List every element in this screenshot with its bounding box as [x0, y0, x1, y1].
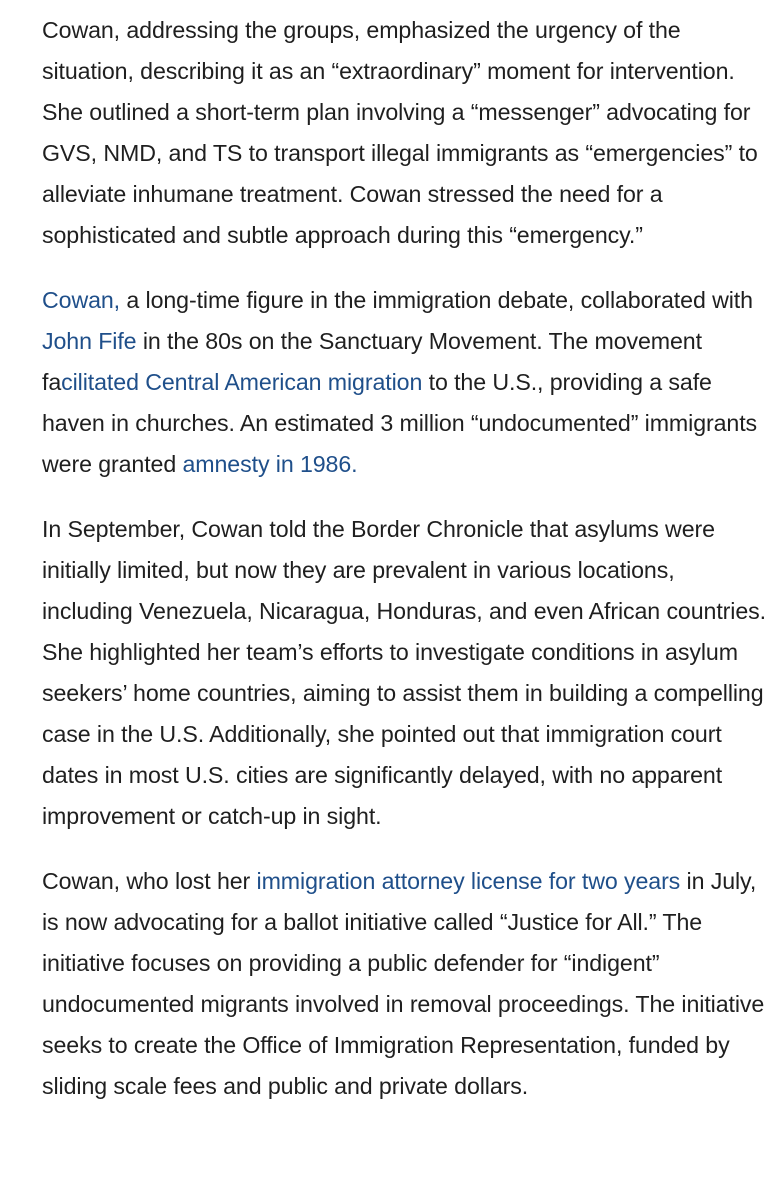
link-amnesty-1986[interactable]: amnesty in 1986. [182, 451, 358, 477]
link-central-american-migration[interactable]: cilitated Central American migration [61, 369, 423, 395]
paragraph-text: Cowan, addressing the groups, emphasized the urgency of the situation, describing it as an “extraordinary” moment for intervention. She outlined a short-term plan involving a “messenger” advocating for GVS, NMD, and TS to transport illegal immigrants as “emergencies” to alleviate inhumane treatment. Cowan stressed the need for a sophisticated and subtle approach during this “emergency.” [42, 17, 758, 248]
paragraph-text: Cowan, who lost her [42, 868, 257, 894]
paragraph-text: to the U.S., providing a safe haven in churches. An estimated 3 million “undocumented” immigrants were granted [42, 369, 758, 477]
link-cowan[interactable]: Cowan, [42, 287, 121, 313]
paragraph-text: In September, Cowan told the Border Chronicle that asylums were initially limited, but now they are prevalent in various locations, including Venezuela, Nicaragua, Honduras, and even African countries. She highlighted her team’s efforts to investigate conditions in asylum seekers’ home countries, aiming to assist them in building a compelling case in the U.S. Additionally, she pointed out that immigration court dates in most U.S. cities are significantly delayed, with no apparent improvement or catch-up in sight. [42, 516, 766, 829]
link-attorney-license[interactable]: immigration attorney license for two years [256, 868, 681, 894]
paragraph-1 [42, 10, 767, 256]
paragraph-2 [42, 280, 767, 485]
paragraph-text: in July, is now advocating for a ballot initiative called “Justice for All.” The initiative focuses on providing a public defender for “indigent” undocumented migrants involved in removal proceedings. The initiative seeks to create the Office of Immigration Representation, funded by sliding scale fees and public and private dollars. [42, 868, 765, 1099]
paragraph-text: a long-time figure in the immigration debate, collaborated with [120, 287, 753, 313]
article-body [42, 10, 767, 1131]
link-john-fife[interactable]: John Fife [42, 328, 137, 354]
paragraph-text: in the 80s on the Sanctuary Movement. The movement fa [42, 328, 702, 395]
paragraph-3 [42, 509, 767, 837]
paragraph-4 [42, 861, 767, 1107]
